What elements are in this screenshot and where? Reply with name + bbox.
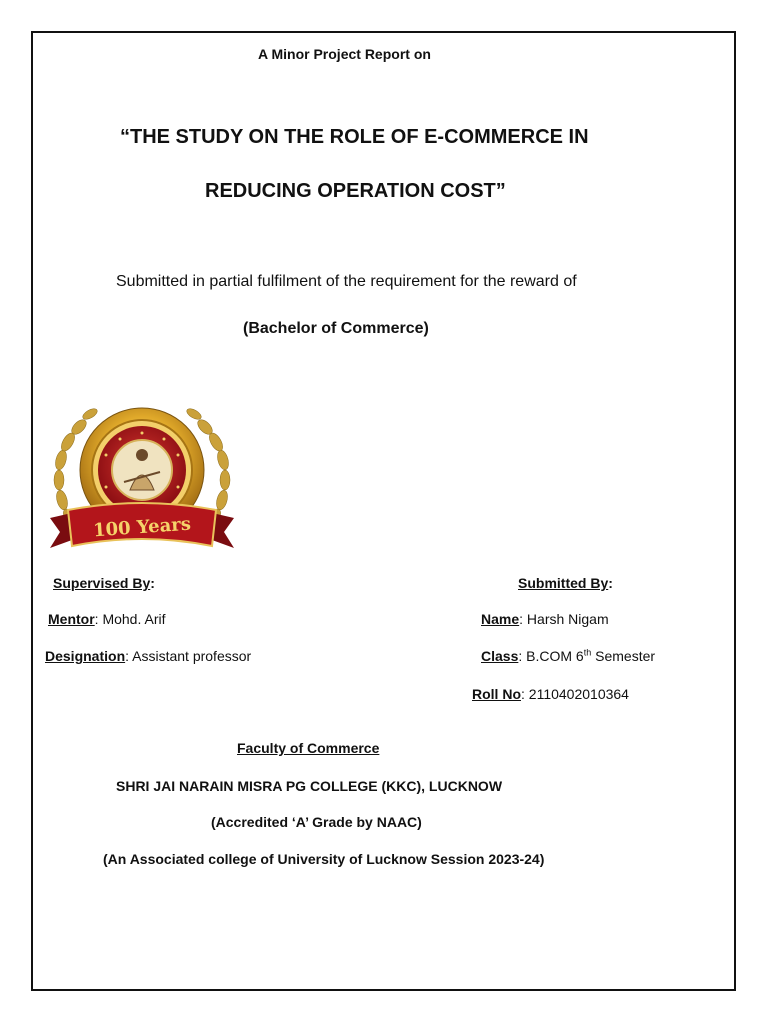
submission-statement: Submitted in partial fulfilment of the requirement for the reward of [116, 273, 577, 290]
class-label: Class [481, 648, 519, 664]
roll-value: : 2110402010364 [521, 686, 629, 702]
centenary-logo [46, 400, 238, 562]
submitted-by-heading: Submitted By: [518, 575, 613, 591]
degree-name: (Bachelor of Commerce) [243, 320, 429, 337]
designation-label: Designation [45, 648, 126, 664]
roll-label: Roll No [472, 686, 521, 702]
designation-row [45, 648, 251, 664]
mentor-value: : Mohd. Arif [94, 611, 166, 627]
student-name-row [481, 611, 609, 627]
report-title-line-2: REDUCING OPERATION COST” [205, 180, 506, 202]
name-value: : Harsh Nigam [519, 611, 609, 627]
report-intro: A Minor Project Report on [258, 46, 431, 62]
supervised-by-heading: Supervised By: [53, 575, 155, 591]
mentor-label: Mentor [48, 611, 95, 627]
designation-value: : Assistant professor [125, 648, 252, 664]
accreditation: (Accredited ‘A’ Grade by NAAC) [211, 814, 422, 830]
faculty-name: Faculty of Commerce [237, 740, 380, 756]
report-title-line-1: “THE STUDY ON THE ROLE OF E-COMMERCE IN [120, 126, 589, 148]
university-association: (An Associated college of University of Lucknow Session 2023-24) [103, 851, 545, 867]
centenary-banner-text: 100 Years [92, 513, 192, 542]
name-label: Name [481, 611, 520, 627]
roll-number-row [472, 686, 629, 702]
college-name: SHRI JAI NARAIN MISRA PG COLLEGE (KKC), LUCKNOW [116, 778, 503, 794]
mentor-row [48, 611, 165, 627]
class-row: Class: B.COM 6th Semester [481, 647, 656, 664]
